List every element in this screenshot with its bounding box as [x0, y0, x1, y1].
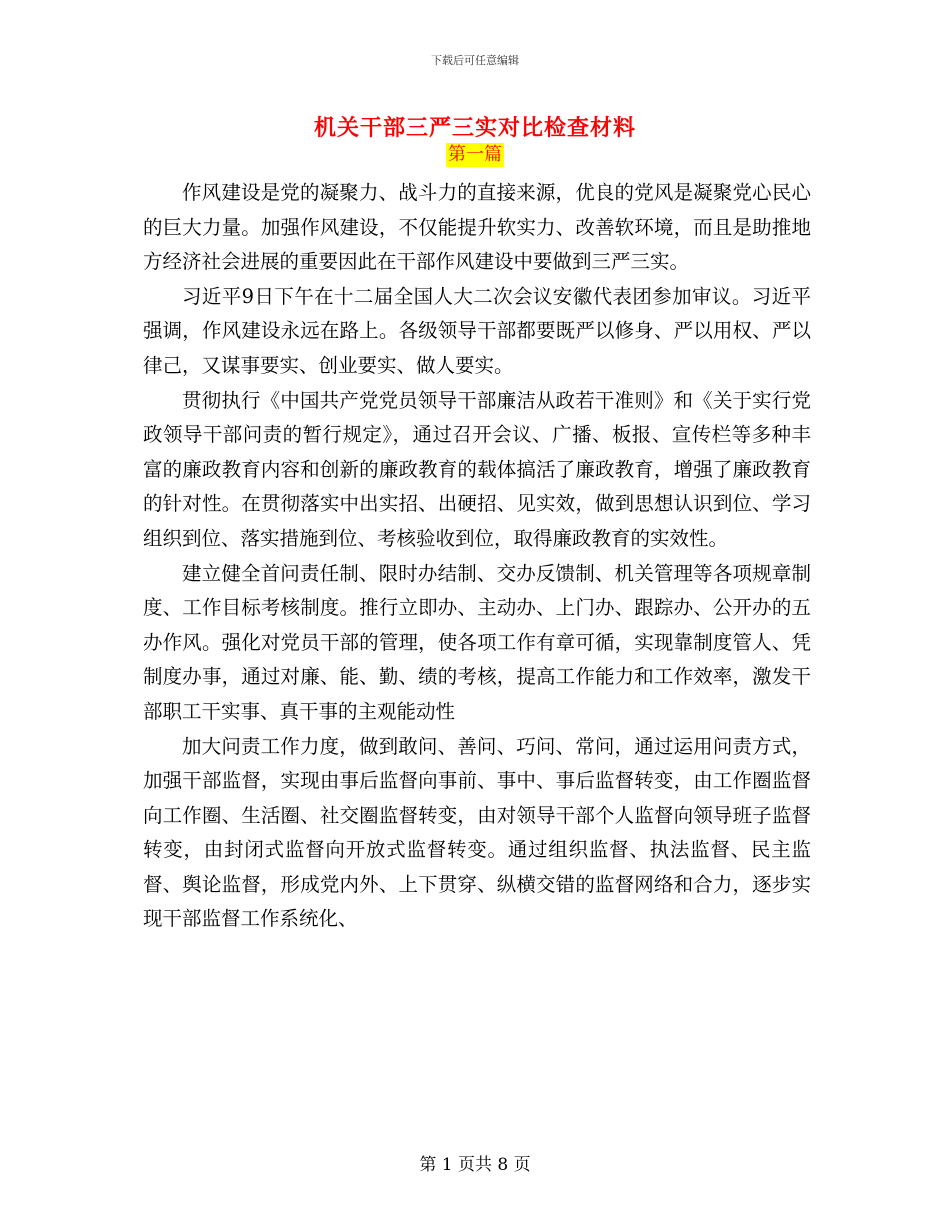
paragraph: 建立健全首问责任制、限时办结制、交办反馈制、机关管理等各项规章制度、工作目标考核制度。推行立即办、主动办、上门办、跟踪办、公开办的五办作风。强化对党员干部的管理，使各项工作有章可循，实现靠制度管人、凭制度办事，通过对廉、能、勤、绩的考核，提高工作能力和工作效率，激发干部职工干实事、真干事的主观能动性	[143, 561, 811, 723]
document-body	[143, 176, 811, 937]
document-subtitle: 第一篇	[448, 144, 502, 165]
paragraph: 贯彻执行《中国共产党党员领导干部廉洁从政若干准则》和《关于实行党政领导干部问责的暂行规定》，通过召开会议、广播、板报、宣传栏等多种丰富的廉政教育内容和创新的廉政教育的载体搞活了廉政教育，增强了廉政教育的针对性。在贯彻落实中出实招、出硬招、见实效，做到思想认识到位、学习组织到位、落实措施到位、考核验收到位，取得廉政教育的实效性。	[143, 388, 811, 550]
document-title: 机关干部三严三实对比检查材料	[313, 115, 636, 141]
subtitle-container	[0, 143, 950, 167]
page-number-footer: 第 1 页共 8 页	[419, 1155, 531, 1175]
paragraph: 习近平9日下午在十二届全国人大二次会议安徽代表团参加审议。习近平强调，作风建设永远在路上。各级领导干部都要既严以修身、严以用权、严以律己，又谋事要实、创业要实、做人要实。	[143, 284, 811, 377]
page-header-note: 下载后可任意编辑	[431, 54, 519, 67]
paragraph: 作风建设是党的凝聚力、战斗力的直接来源，优良的党风是凝聚党心民心的巨大力量。加强作风建设，不仅能提升软实力、改善软环境，而且是助推地方经济社会进展的重要因此在干部作风建设中要做到三严三实。	[143, 181, 811, 274]
paragraph: 加大问责工作力度，做到敢问、善问、巧问、常问，通过运用问责方式，加强干部监督，实现由事后监督向事前、事中、事后监督转变，由工作圈监督向工作圈、生活圈、社交圈监督转变，由对领导干部个人监督向领导班子监督转变，由封闭式监督向开放式监督转变。通过组织监督、执法监督、民主监督、舆论监督，形成党内外、上下贯穿、纵横交错的监督网络和合力，逐步实现干部监督工作系统化、	[143, 734, 811, 931]
